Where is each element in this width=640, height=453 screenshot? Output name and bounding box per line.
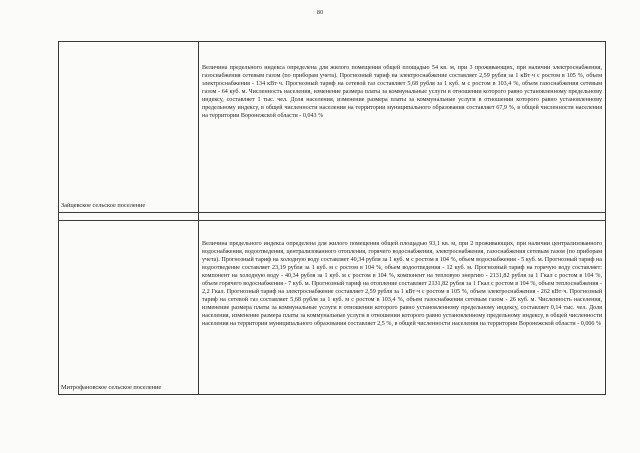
page-number: 80 — [316, 9, 324, 16]
index-justification-text: Величина предельного индекса определена для жилого помещения общей площадью 93,1 кв. м, при 2 проживающих, при наличии централизованного водоснабжения, водоотведения, централизованного отопления, горячего водоснабжения, электроснабжения, газоснабжения сетевым газом (по приборам учета). Прогнозный тариф на холодную воду составляет 40,34 рубля за 1 куб. м с ростом в 104 %, объем водоснабжения - 5 куб. м. Прогнозный тариф на водоотведение составляет 23,19 рубля за 1 куб. м с ростом в 104 %, объем водоотведения - 12 куб. м. Прогнозный тариф на горячую воду составляет: компонент на холодную воду - 40,34 рубля за 1 куб. м с ростом в 104 %, компонент на тепловую энергию - 2131,82 рубля за 1 Гкал с ростом в 104 %, объем горячего водоснабжения - 7 куб. м. Прогнозный тариф на отопление составляет 2131,82 рубля за 1 Гкал с ростом в 104 %, объем теплоснабжения - 2,2 Гкал. Прогнозный тариф на электроснабжение составляет 2,59 рубля за 1 кВт·ч с ростом в 105 %, объем электроснабжения - 262 кВт·ч. Прогнозный тариф на сетевой газ составляет 5,68 рубля за 1 куб. м с ростом в 103,4 %, объем газоснабжения сетевым газом - 26 куб. м. Численность населения, изменение размера платы за коммунальные услуги в отношении которого равно установленному предельному индексу, составляет 0,14 тыс. чел. Доля населения, изменение размера платы за коммунальные услуги в отношении которого равно установленному предельному индексу, в общей численности населения на территории муниципального образования составляет 2,5 %, в общей численности населения на территории Воронежской области - 0,006 % — [199, 221, 606, 395]
settlement-name: Митрофановское сельское поселение — [59, 221, 199, 395]
index-justification-text: Величина предельного индекса определена для жилого помещения общей площадью 54 кв. м, при 3 проживающих, при наличии электроснабжения, газоснабжения сетевым газом (по приборам учета). Прогнозный тариф на электроснабжение составляет 2,59 рубля за 1 кВт·ч с ростом в 105 %, объем электроснабжения - 134 кВт·ч. Прогнозный тариф на сетевой газ составляет 5,68 рубля за 1 куб. м с ростом в 103,4 %, объем газоснабжения сетевым газом - 64 куб. м. Численность населения, изменение размера платы за коммунальные услуги в отношении которого равно установленному предельному индексу, составляет 1 тыс. чел. Доля населения, изменение размера платы за коммунальные услуги в отношении которого равно установленному предельному индексу, в общей численности населения на территории муниципального образования составляет 67,9 %, в общей численности населения на территории Воронежской области - 0,043 % — [199, 42, 606, 213]
tariff-index-table — [58, 41, 606, 395]
spacer-cell — [59, 213, 199, 221]
settlement-name: Зайцевское сельское поселение — [59, 42, 199, 213]
table-spacer — [59, 213, 606, 221]
spacer-cell — [199, 213, 606, 221]
table-row — [59, 42, 606, 213]
table-row — [59, 221, 606, 395]
